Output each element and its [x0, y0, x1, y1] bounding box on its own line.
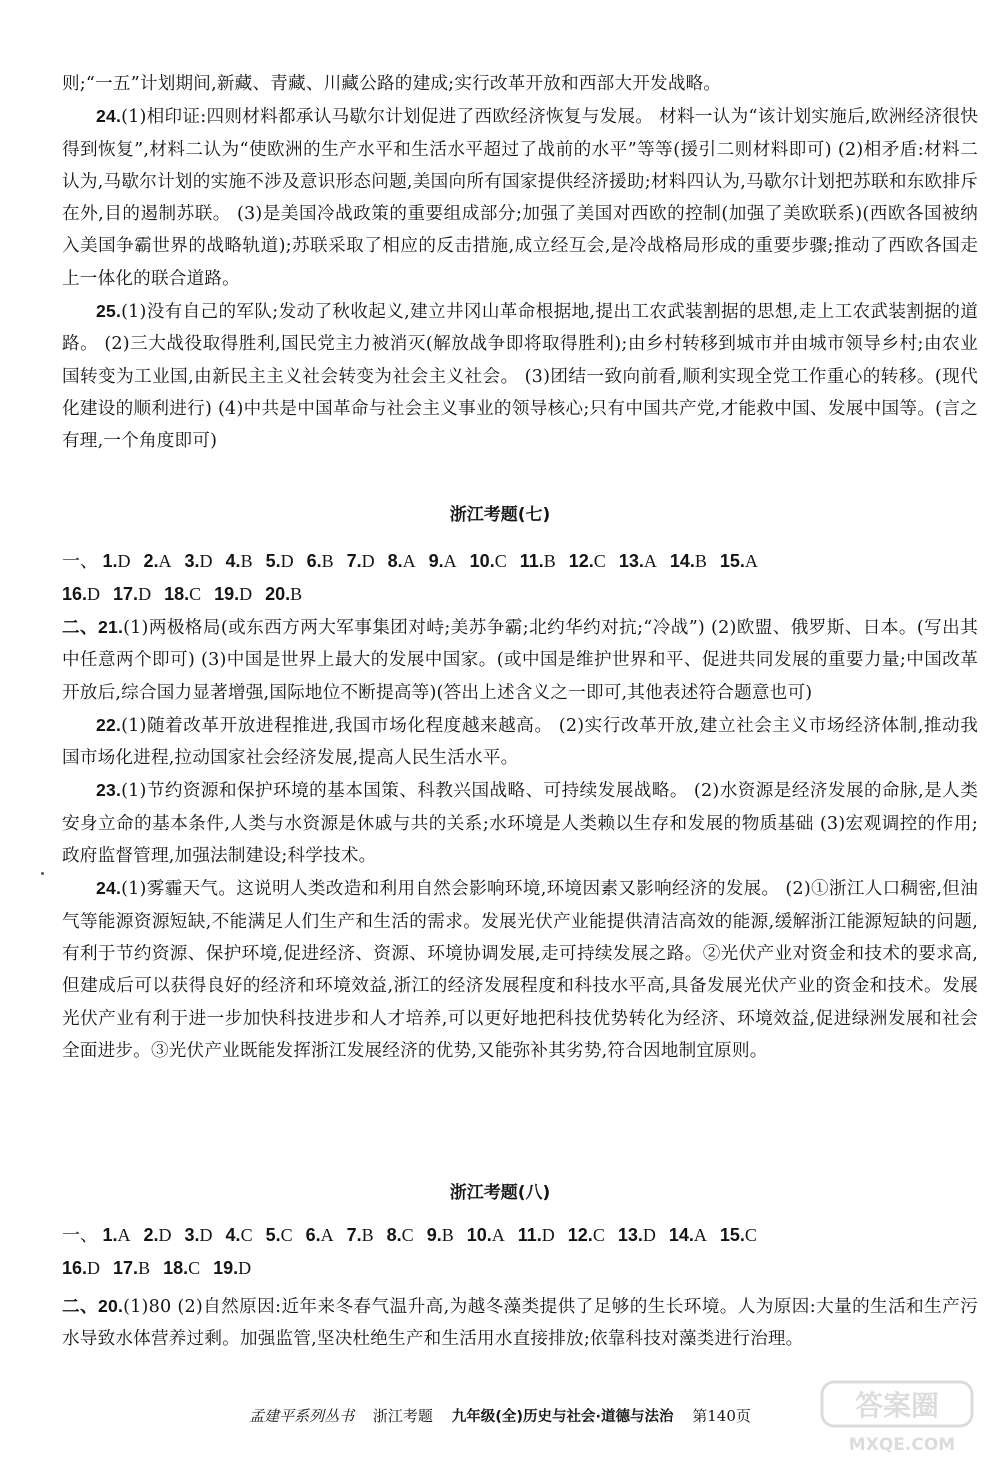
- mc-answer-item: [185, 551, 213, 571]
- question-number: 3.: [184, 1225, 200, 1245]
- question-number: 2.: [143, 1225, 159, 1245]
- answer-letter: B: [138, 1258, 151, 1278]
- mc-answer-item: [144, 551, 172, 571]
- question-number: 1.: [102, 1225, 118, 1245]
- watermark-url: MXQE.COM: [848, 1435, 956, 1455]
- mc-answer-item: [213, 1258, 251, 1278]
- answer-text: (1)节约资源和保护环境的基本国策、科教兴国战略、可持续发展战略。 (2)水资源是经济发展的命脉,是人类安身立命的基本条件,人类与水资源是休戚与共的关系;水环境是人类赖以生存和发展的物质基础 (3)宏观调控的作用;政府监督管理,加强法制建设;科学技术。: [62, 781, 978, 867]
- answer-q24-prev: [62, 100, 978, 295]
- answer-letter: B: [321, 551, 334, 571]
- mc-answer-item: [467, 1225, 505, 1245]
- answer-letter: C: [280, 1225, 293, 1245]
- answer-letter: D: [280, 551, 294, 571]
- question-number: 1.: [102, 551, 118, 571]
- answer-letter: C: [592, 1225, 605, 1245]
- question-number: 13.: [618, 551, 644, 571]
- mc-answer-item: [266, 1225, 293, 1245]
- mc-answers-row-1: [62, 1219, 982, 1251]
- question-number: 17.: [113, 1258, 139, 1278]
- intro-text: 则;“一五”计划期间,新藏、青藏、川藏公路的建成;实行改革开放和西部大开发战略。: [62, 74, 722, 94]
- question-number: 6.: [305, 1225, 321, 1245]
- question-number: 3.: [184, 551, 200, 571]
- question-number: 14.: [668, 1225, 694, 1245]
- question-number: 二、21.: [62, 617, 124, 637]
- question-number: 8.: [386, 1225, 402, 1245]
- question-number: 5.: [265, 551, 281, 571]
- answer-text: (1)80 (2)自然原因:近年来冬春气温升高,为越冬藻类提供了足够的生长环境。人为原因:大量的生活和生产污水导致水体营养过剩。加强监管,坚决杜绝生产和生活用水直接排放;依靠科技对藻类进行治理。: [62, 1297, 978, 1350]
- question-number: 8.: [387, 551, 403, 571]
- question-number: 20.: [265, 584, 291, 604]
- question-number: 15.: [719, 551, 745, 571]
- mc-answer-item: [62, 1258, 100, 1278]
- question-number: 25.: [96, 301, 122, 322]
- answer-q25-prev: [62, 295, 978, 457]
- question-number: 5.: [265, 1225, 281, 1245]
- question-number: 4.: [225, 551, 241, 571]
- mc-answer-item: [347, 1225, 374, 1245]
- answer-text: (1)没有自己的军队;发动了秋收起义,建立井冈山革命根据地,提出工农武装割据的思想,走上工农武装割据的道路。 (2)三大战役取得胜利,国民党主力被消灭(解放战争即将取得胜利);由乡村转移到城市并由城市领导乡村;由农业国转变为工业国,由新民主主义社会转变为社会主义社会。 (3)团结一致向前看,顺利实现全党工作重心的转移。(现代化建设的顺利进行) (4)中共是中国革命与社会主义事业的领导核心;只有中国共产党,才能救中国、发展中国等。(言之有理,一个角度即可): [62, 302, 978, 452]
- question-number: 18.: [164, 584, 190, 604]
- mc-answer-item: [185, 1225, 213, 1245]
- question-number: 6.: [306, 551, 322, 571]
- question-number: 11.: [519, 551, 544, 571]
- mc-answer-item: [113, 1258, 150, 1278]
- question-number: 19.: [214, 584, 240, 604]
- answer-letter: A: [491, 1225, 505, 1245]
- mc-answers-row-2: [62, 578, 982, 610]
- footer-subject: 九年级(全)历史与社会·道德与法治: [451, 1409, 674, 1425]
- mc-prefix: 一、: [62, 551, 98, 571]
- question-number: 19.: [213, 1258, 239, 1278]
- answer-letter: D: [138, 584, 152, 604]
- question-number: 18.: [163, 1258, 189, 1278]
- watermark-text: 答案圈: [854, 1389, 940, 1422]
- question-number: 7.: [346, 551, 362, 571]
- answer-letter: D: [238, 1258, 252, 1278]
- answer-q21: [62, 611, 978, 709]
- answer-letter: D: [199, 1225, 213, 1245]
- footer-series: 孟建平系列丛书: [249, 1407, 355, 1425]
- answers-block-7: [62, 611, 978, 1067]
- question-number: 16.: [62, 584, 88, 604]
- mc-answer-item: [388, 551, 416, 571]
- mc-answer-item: [144, 1225, 172, 1245]
- answer-letter: B: [694, 551, 707, 571]
- question-number: 22.: [96, 714, 122, 735]
- answer-letter: C: [189, 584, 202, 604]
- question-number: 24.: [96, 878, 122, 899]
- mc-answer-item: [427, 1225, 454, 1245]
- answer-text: (1)两极格局(或东西方两大军事集团对峙;美苏争霸;北约华约对抗;“冷战”) (2)欧盟、俄罗斯、日本。(写出其中任意两个即可) (3)中国是世界上最大的发展中国家。(或中国是维护世界和平、促进共同发展的重要力量;中国改革开放后,综合国力显著增强,国际地位不断提高等)(答出上述含义之一即可,其他表述符合题意也可): [62, 618, 978, 703]
- mc-answer-item: [226, 551, 253, 571]
- answer-q23: [62, 774, 978, 872]
- answer-letter: D: [199, 551, 213, 571]
- answer-letter: C: [240, 1225, 253, 1245]
- mc-answer-item: [164, 584, 201, 604]
- question-number: 10.: [469, 551, 495, 571]
- mc-answer-item: [569, 551, 606, 571]
- mc-answer-item: [720, 551, 758, 571]
- answer-letter: D: [87, 584, 101, 604]
- answers-block-8: [62, 1290, 978, 1356]
- answer-letter: C: [593, 551, 606, 571]
- question-number: 2.: [143, 551, 159, 571]
- answer-letter: A: [443, 551, 457, 571]
- mc-answer-item: [266, 551, 294, 571]
- answer-text: (1)雾霾天气。这说明人类改造和利用自然会影响环境,环境因素又影响经济的发展。 (2)①浙江人口稠密,但油气等能源资源短缺,不能满足人们生产和生活的需求。发展光伏产业能提供清洁高效的能源,缓解浙江能源短缺的问题,有利于节约资源、保护环境,促进经济、资源、环境协调发展,走可持续发展之路。②光伏产业对资金和技术的要求高,但建成后可以获得良好的经济和环境效益,浙江的经济发展程度和科技水平高,具备发展光伏产业的资金和技术。发展光伏产业有利于进一步加快科技进步和人才培养,可以更好地把科技优势转化为经济、环境效益,促进绿洲发展和社会全面进步。③光伏产业既能发挥浙江发展经济的优势,又能弥补其劣势,符合因地制宜原则。: [62, 879, 978, 1061]
- answer-letter: A: [320, 1225, 334, 1245]
- question-number: 24.: [96, 106, 122, 127]
- answer-letter: B: [441, 1225, 454, 1245]
- mc-answer-item: [518, 1225, 555, 1245]
- answer-q22: [62, 709, 978, 775]
- mc-answer-item: [669, 1225, 707, 1245]
- answer-letter: A: [744, 551, 758, 571]
- question-number: 11.: [517, 1225, 542, 1245]
- question-number: 14.: [669, 551, 695, 571]
- mc-answer-item: [619, 551, 657, 571]
- answer-text: (1)随着改革开放进程推进,我国市场化程度越来越高。 (2)实行改革开放,建立社会主义市场经济体制,推动我国市场化进程,拉动国家社会经济发展,提高人民生活水平。: [62, 715, 978, 769]
- mc-answer-item: [720, 1225, 757, 1245]
- answer-letter: B: [240, 551, 253, 571]
- mc-answer-item: [103, 551, 131, 571]
- answer-q24: [62, 872, 978, 1067]
- question-number: 二、20.: [62, 1296, 124, 1316]
- answer-letter: C: [188, 1258, 201, 1278]
- mc-answer-item: [226, 1225, 253, 1245]
- answer-letter: B: [361, 1225, 374, 1245]
- mc-answer-item: [113, 584, 151, 604]
- mc-answers-row-1: [62, 545, 982, 577]
- question-number: 12.: [567, 1225, 593, 1245]
- mc-answer-item: [520, 551, 556, 571]
- answer-letter: D: [158, 1225, 172, 1245]
- question-number: 16.: [62, 1258, 88, 1278]
- answer-letter: B: [290, 584, 303, 604]
- answer-letter: A: [402, 551, 416, 571]
- answer-letter: D: [541, 1225, 555, 1245]
- mc-answer-item: [306, 1225, 334, 1245]
- mc-answer-item: [103, 1225, 131, 1245]
- page-number: 第140页: [692, 1407, 751, 1425]
- question-number: 9.: [426, 1225, 442, 1245]
- mc-prefix: 一、: [62, 1225, 98, 1245]
- answers-block-1: [62, 68, 978, 458]
- answer-letter: D: [239, 584, 253, 604]
- answer-letter: A: [117, 1225, 131, 1245]
- mc-answer-item: [214, 584, 252, 604]
- question-number: 13.: [617, 1225, 643, 1245]
- answer-q20: [62, 1290, 978, 1356]
- question-number: 12.: [568, 551, 594, 571]
- answer-letter: B: [543, 551, 556, 571]
- mc-answer-item: [568, 1225, 605, 1245]
- footer-book-title: 浙江考题: [372, 1407, 433, 1425]
- mc-answer-item: [429, 551, 457, 571]
- answer-letter: C: [494, 551, 507, 571]
- mc-answer-item: [618, 1225, 656, 1245]
- question-number: 17.: [113, 584, 139, 604]
- question-number: 15.: [719, 1225, 745, 1245]
- mc-answer-item: [670, 551, 707, 571]
- intro-paragraph: [62, 68, 978, 100]
- answer-letter: C: [744, 1225, 757, 1245]
- mc-answer-item: [307, 551, 334, 571]
- mc-answer-item: [387, 1225, 414, 1245]
- mc-answer-item: [62, 584, 100, 604]
- answer-letter: D: [87, 1258, 101, 1278]
- answer-letter: D: [361, 551, 375, 571]
- mc-answers-row-2: [62, 1252, 982, 1284]
- mc-answer-item: [163, 1258, 200, 1278]
- question-number: 10.: [466, 1225, 492, 1245]
- question-number: 4.: [225, 1225, 241, 1245]
- question-number: 9.: [428, 551, 444, 571]
- answer-letter: C: [401, 1225, 414, 1245]
- question-number: 7.: [346, 1225, 362, 1245]
- mc-answer-item: [265, 584, 302, 604]
- section-title-8: 浙江考题(八): [449, 1183, 551, 1203]
- question-number: 23.: [96, 780, 122, 801]
- mc-answer-item: [470, 551, 507, 571]
- answer-letter: D: [117, 551, 131, 571]
- section-title-7: 浙江考题(七): [449, 505, 551, 525]
- mc-answer-item: [347, 551, 375, 571]
- answer-letter: A: [643, 551, 657, 571]
- answer-letter: D: [642, 1225, 656, 1245]
- answer-text: (1)相印证:四则材料都承认马歇尔计划促进了西欧经济恢复与发展。 材料一认为“该计划实施后,欧洲经济很快得到恢复”,材料二认为“使欧洲的生产水平和生活水平超过了战前的水平”等等(援引二则材料即可) (2)相矛盾:材料二认为,马歇尔计划的实施不涉及意识形态问题,美国向所有国家提供经济援助;材料四认为,马歇尔计划把苏联和东欧排斥在外,目的遏制苏联。 (3)是美国冷战政策的重要组成部分;加强了美国对西欧的控制(加强了美欧联系)(西欧各国被纳入美国争霸世界的战略轨道);苏联采取了相应的反击措施,成立经互会,是冷战格局形成的重要步骤;推动了西欧各国走上一体化的联合道路。: [62, 107, 978, 289]
- watermark-logo: [818, 1378, 988, 1456]
- answer-letter: A: [158, 551, 172, 571]
- answer-letter: A: [693, 1225, 707, 1245]
- scan-speck: [41, 872, 44, 875]
